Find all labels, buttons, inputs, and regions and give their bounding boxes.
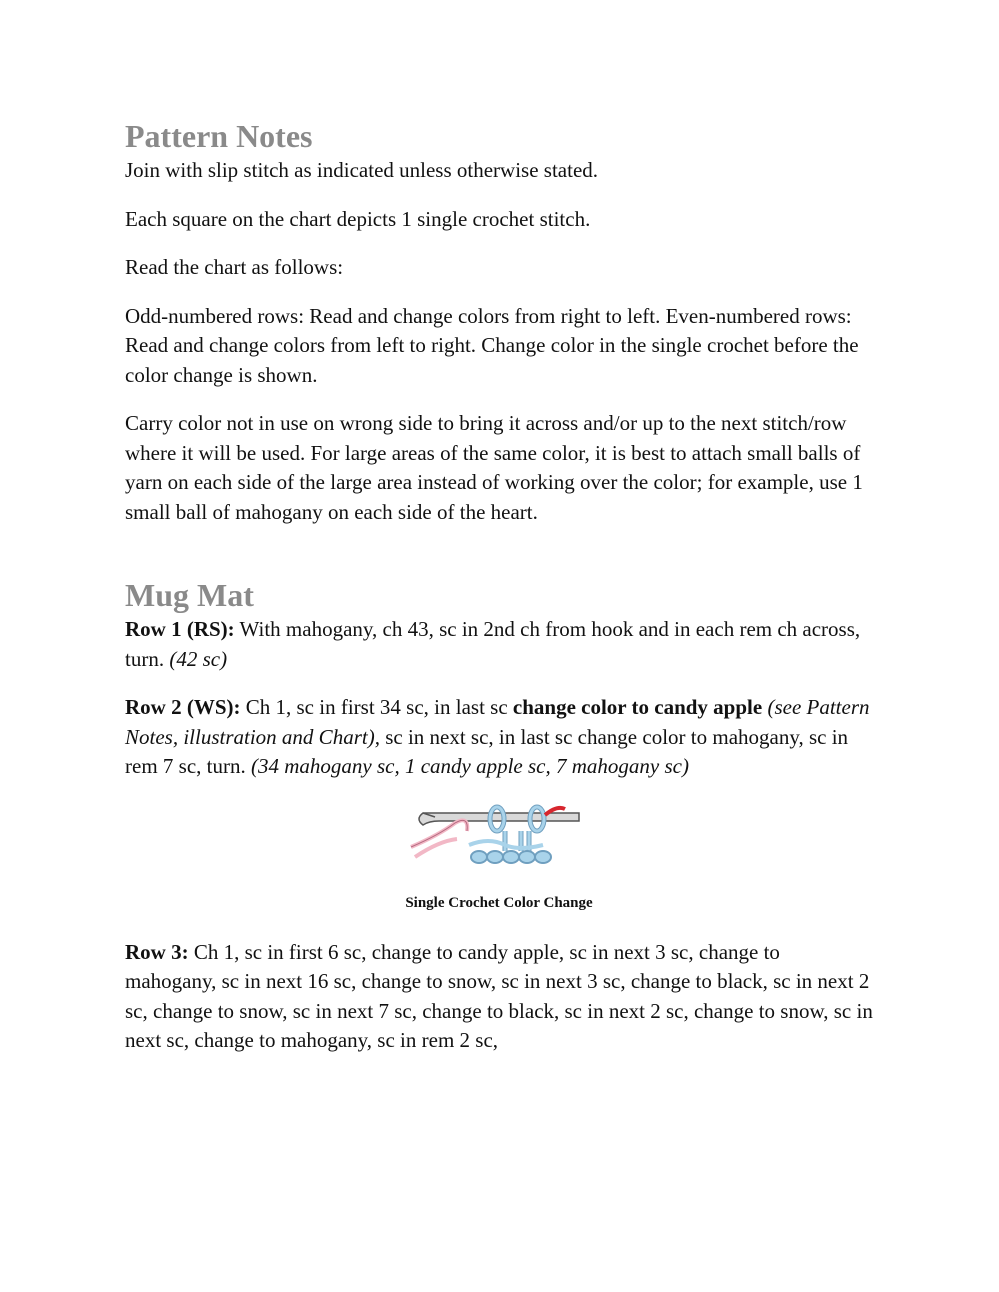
notes-paragraph-2: Each square on the chart depicts 1 single crochet stitch. — [125, 206, 591, 231]
row-1-label: Row 1 (RS): — [125, 617, 235, 641]
row-2-text-b: sc in next sc, in last sc change color to mahogany, sc in rem 7 sc, turn. — [125, 724, 849, 778]
color-change-figure — [125, 801, 873, 912]
document-body — [125, 118, 873, 1075]
crochet-hook-illustration-icon — [409, 801, 589, 873]
mug-mat-heading: Mug Mat — [125, 577, 254, 613]
notes-paragraph-4: Odd-numbered rows: Read and change colors from right to left. Even-numbered rows: Read and change colors from left to right. Change color in the single crochet before the color change is shown. — [125, 303, 859, 387]
row-2-note: (34 mahogany sc, 1 candy apple sc, 7 mahogany sc) — [250, 754, 689, 778]
row-2-text-a: Ch 1, sc in first 34 sc, in last sc — [240, 695, 513, 719]
row-1-note: (42 sc) — [169, 646, 228, 671]
row-2-italic: (see Pattern Notes, illustration and Chart), — [125, 695, 870, 749]
row-1-text: With mahogany, ch 43, sc in 2nd ch from hook and in each rem ch across, turn. — [125, 617, 861, 671]
row-3-label: Row 3: — [125, 939, 189, 964]
figure-caption: Single Crochet Color Change — [405, 894, 593, 911]
row-1-instruction — [125, 615, 873, 674]
notes-paragraph-3: Read the chart as follows: — [125, 255, 344, 279]
pattern-notes-heading: Pattern Notes — [125, 118, 313, 154]
row-3-text: Ch 1, sc in first 6 sc, change to candy apple, sc in next 3 sc, change to mahogany, sc in next 16 sc, change to snow, sc in next 3 sc, change to black, sc in next 2 sc, change to snow, sc in next 7 sc, change to black, sc in next 2 sc, change to snow, sc in next sc, change to mahogany, sc in rem 2 sc, — [125, 939, 873, 1052]
notes-paragraph-5: Carry color not in use on wrong side to bring it across and/or up to the next stitch/row where it will be used. For large areas of the same color, it is best to attach small balls of yarn on each side of the large area instead of working over the color; for example, use 1 small ball of mahogany on each side of the heart. — [125, 411, 863, 524]
row-3-instruction — [125, 938, 873, 1056]
notes-paragraph-1: Join with slip stitch as indicated unless otherwise stated. — [125, 158, 599, 182]
row-2-label: Row 2 (WS): — [125, 695, 241, 719]
row-2-bold: change color to candy apple — [512, 695, 763, 719]
row-2-instruction — [125, 693, 873, 782]
